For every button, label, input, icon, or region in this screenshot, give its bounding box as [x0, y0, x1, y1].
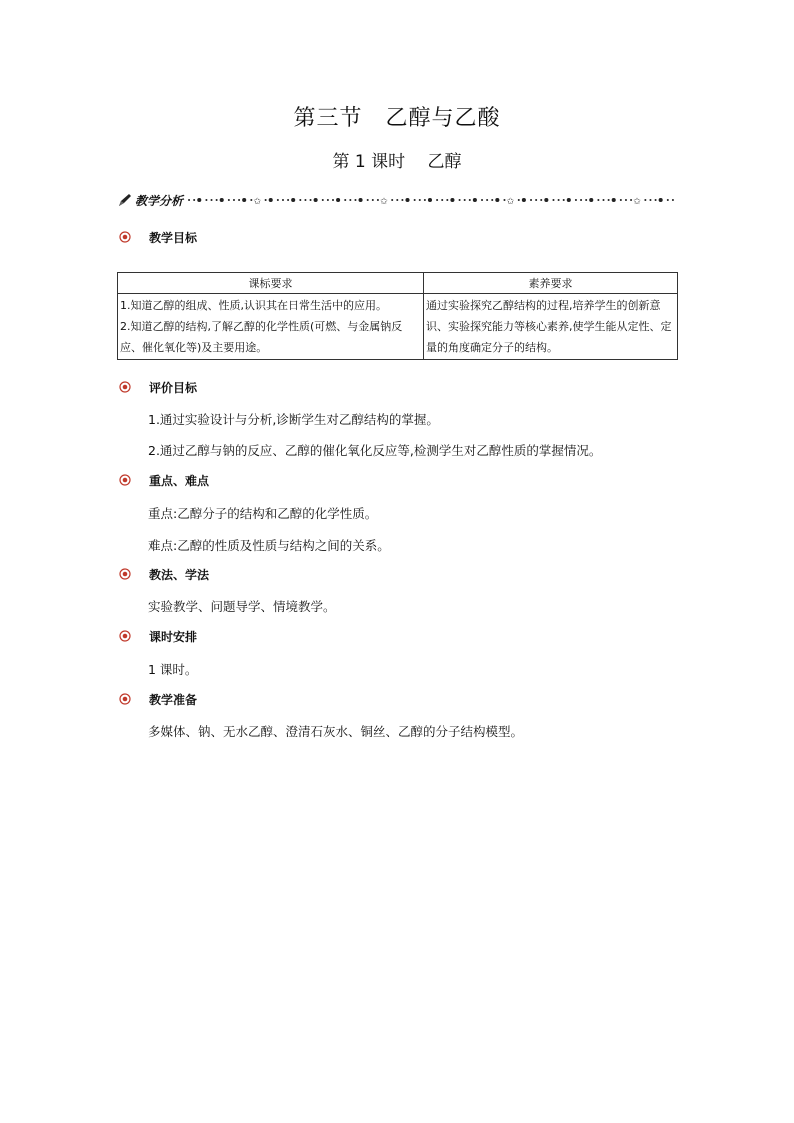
svg-text:✩: ✩: [506, 197, 515, 206]
section-keypoints: [119, 472, 209, 488]
table-header-competency: 素养要求: [424, 273, 678, 294]
bullet-icon: [119, 568, 131, 580]
banner-label: 教学分析: [135, 193, 184, 208]
bullet-icon: [119, 474, 131, 486]
pen-icon: [118, 193, 132, 207]
paragraph-line: 实验教学、问题导学、情境教学。: [148, 599, 336, 614]
svg-text:✩: ✩: [379, 197, 388, 206]
section-schedule: [119, 628, 197, 644]
section-heading: 评价目标: [149, 380, 198, 395]
section-methods: [119, 566, 209, 582]
bullet-icon: [119, 630, 131, 642]
section-heading: 重点、难点: [149, 473, 210, 488]
page-subtitle: 第 1 课时 乙醇: [332, 152, 462, 172]
paragraph-line: 1 课时。: [148, 662, 198, 677]
paragraph-line: 1.通过实验设计与分析,诊断学生对乙醇结构的掌握。: [148, 412, 439, 427]
bullet-icon: [119, 381, 131, 393]
svg-text:✩: ✩: [253, 197, 262, 206]
table-header-curriculum: 课标要求: [118, 273, 424, 294]
section-heading: 课时安排: [149, 629, 198, 644]
page-title: 第三节 乙醇与乙酸: [293, 106, 501, 131]
section-banner: [118, 191, 676, 209]
dotted-divider: [186, 194, 676, 206]
section-evaluation: [119, 379, 197, 395]
bullet-icon: [119, 693, 131, 705]
svg-text:✩: ✩: [633, 197, 641, 206]
bullet-icon: [119, 231, 131, 243]
section-heading: 教法、学法: [149, 567, 210, 582]
section-heading: 教学目标: [149, 230, 198, 245]
table-row: [118, 294, 678, 360]
paragraph-line: 多媒体、钠、无水乙醇、澄清石灰水、铜丝、乙醇的分子结构模型。: [148, 724, 524, 739]
paragraph-line: 2.通过乙醇与钠的反应、乙醇的催化氧化反应等,检测学生对乙醇性质的掌握情况。: [148, 443, 602, 458]
section-objectives: [119, 229, 197, 245]
table-cell-curriculum: [118, 294, 424, 360]
cell-text: 通过实验探究乙醇结构的过程,培养学生的创新意识、实验探究能力等核心素养,使学生能从定性、定量的角度确定分子的结构。: [426, 299, 672, 354]
section-heading: 教学准备: [149, 692, 198, 707]
paragraph-line: 重点:乙醇分子的结构和乙醇的化学性质。: [148, 506, 378, 521]
section-preparation: [119, 691, 197, 707]
cell-text: 1.知道乙醇的组成、性质,认识其在日常生活中的应用。 2.知道乙醇的结构,了解乙醇的化学性质(可燃、与金属钠反应、催化氧化等)及主要用途。: [120, 299, 403, 354]
goals-table: [117, 272, 678, 360]
table-cell-competency: [424, 294, 678, 360]
paragraph-line: 难点:乙醇的性质及性质与结构之间的关系。: [148, 538, 390, 553]
